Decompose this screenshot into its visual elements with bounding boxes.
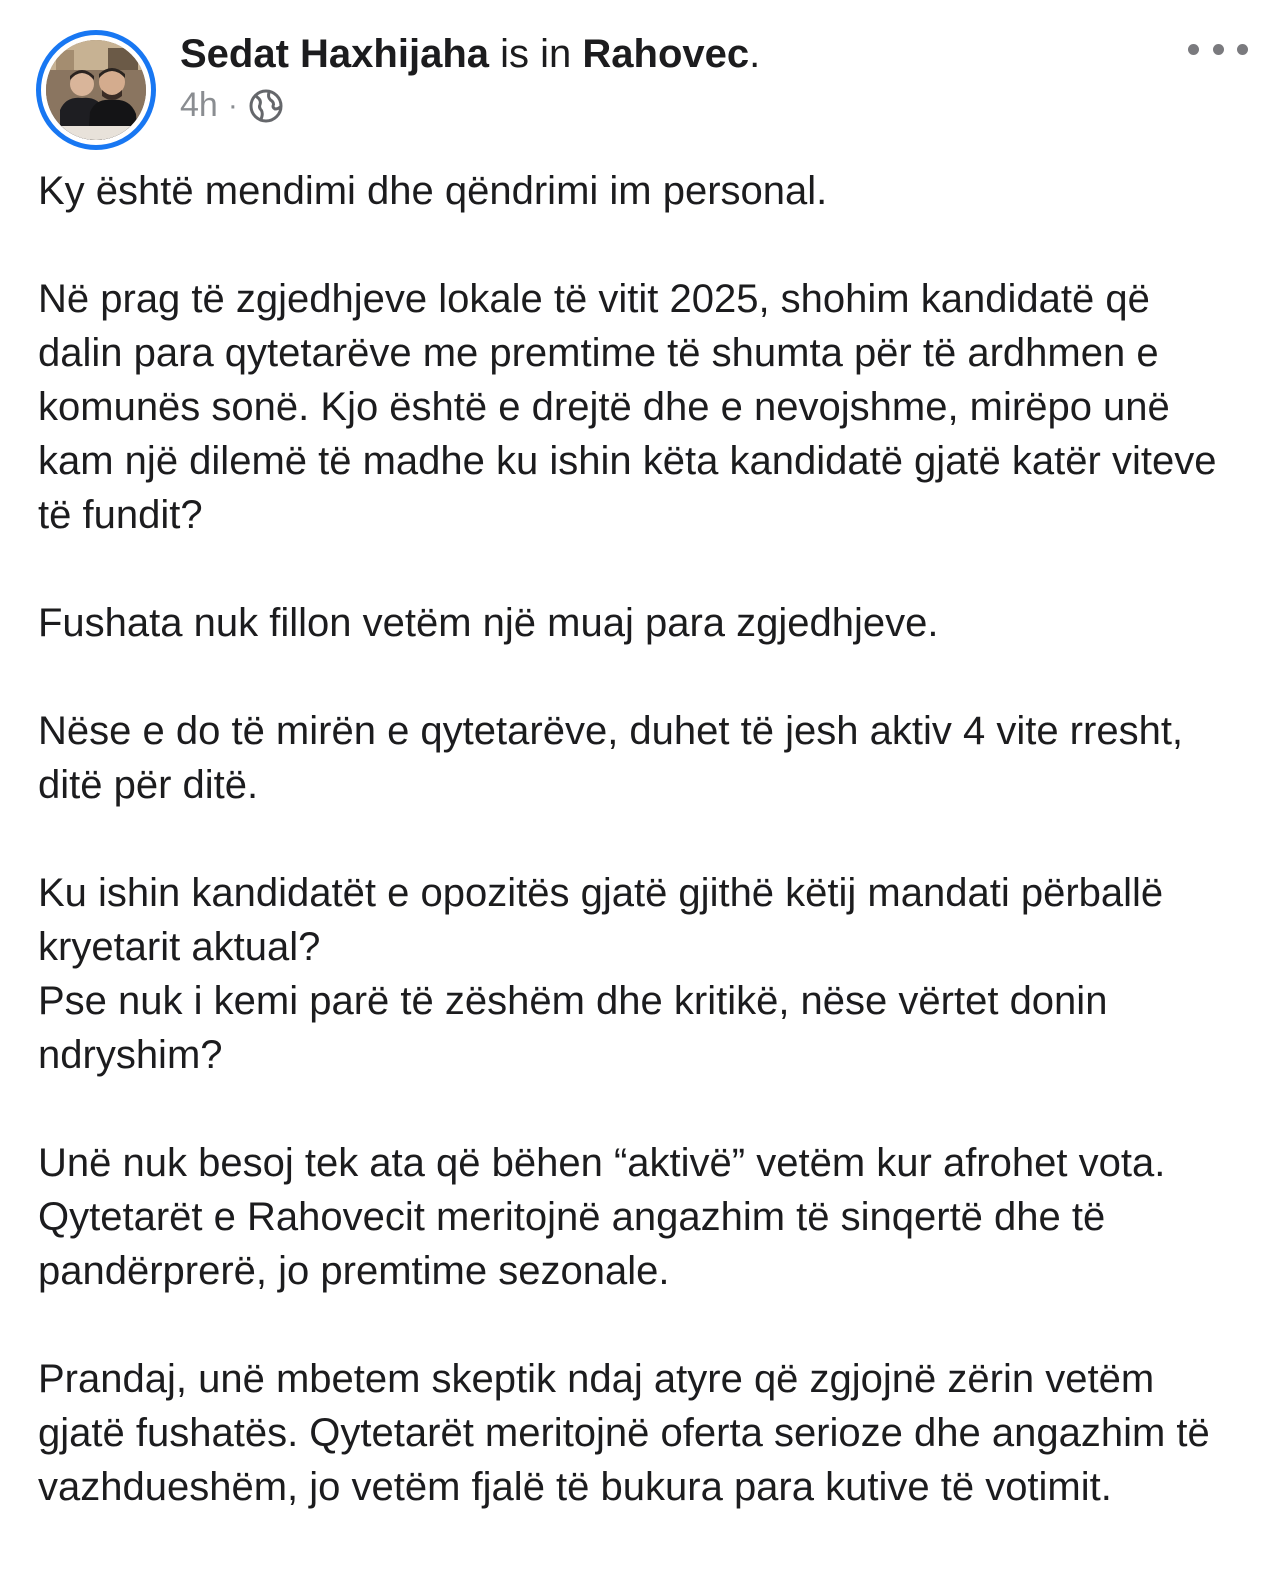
paragraph	[38, 596, 1244, 650]
separator-dot: ·	[227, 88, 238, 122]
avatar-photo-icon	[46, 40, 146, 140]
post-subline	[180, 86, 760, 125]
paragraph	[38, 164, 1244, 218]
post-body	[38, 164, 1244, 1568]
paragraph-text: Fushata nuk fillon vetëm një muaj para zgjedhjeve.	[38, 601, 939, 645]
paragraph	[38, 704, 1244, 812]
location-name[interactable]: Rahovec	[582, 32, 750, 76]
paragraph-text: Ky është mendimi dhe qëndrimi im personal.	[38, 169, 828, 213]
globe-icon[interactable]	[248, 88, 284, 124]
more-options-button[interactable]	[1188, 34, 1248, 64]
paragraph-text: Nëse e do të mirën e qytetarëve, duhet të jesh aktiv 4 vite rresht, ditë për ditë.	[38, 709, 1184, 807]
avatar[interactable]	[46, 40, 146, 140]
more-horizontal-icon	[1213, 44, 1224, 55]
paragraph	[38, 1352, 1244, 1514]
paragraph	[38, 1136, 1244, 1298]
paragraph-text: Ku ishin kandidatët e opozitës gjatë gjithë këtij mandati përballë kryetarit aktual?	[38, 871, 1164, 969]
post-meta	[180, 28, 760, 125]
paragraph-text: Pse nuk i kemi parë të zëshëm dhe kritikë, nëse vërtet donin ndryshim?	[38, 979, 1108, 1077]
paragraph-text: Në prag të zgjedhjeve lokale të vitit 2025, shohim kandidatë që dalin para qytetarëve me premtime të shumta për të ardhmen e komunës sonë. Kjo është e drejtë dhe e nevojshme, mirëpo unë kam një dilemë të madhe ku ishin këta kandidatë gjatë katër viteve të fundit?	[38, 277, 1217, 537]
post-time[interactable]: 4h	[180, 86, 218, 124]
paragraph	[38, 866, 1244, 1082]
paragraph	[38, 272, 1244, 542]
author-line	[180, 28, 760, 80]
paragraph-text: Prandaj, unë mbetem skeptik ndaj atyre që zgjojnë zërin vetëm gjatë fushatës. Qytetarët meritojnë oferta serioze dhe angazhim të vazhdueshëm, jo vetëm fjalë të bukura para kutive të votimit.	[38, 1357, 1210, 1509]
more-horizontal-icon	[1188, 44, 1199, 55]
paragraph-text: Unë nuk besoj tek ata që bëhen “aktivë” vetëm kur afrohet vota. Qytetarët e Rahovecit meritojnë angazhim të sinqertë dhe të pandërprerë, jo premtime sezonale.	[38, 1141, 1166, 1293]
avatar-story-ring[interactable]	[36, 30, 156, 150]
author-name[interactable]: Sedat Haxhijaha	[180, 32, 490, 76]
more-horizontal-icon	[1237, 44, 1248, 55]
post-header	[36, 24, 1248, 136]
location-connector: is in	[500, 32, 572, 76]
location-suffix: .	[749, 32, 761, 76]
